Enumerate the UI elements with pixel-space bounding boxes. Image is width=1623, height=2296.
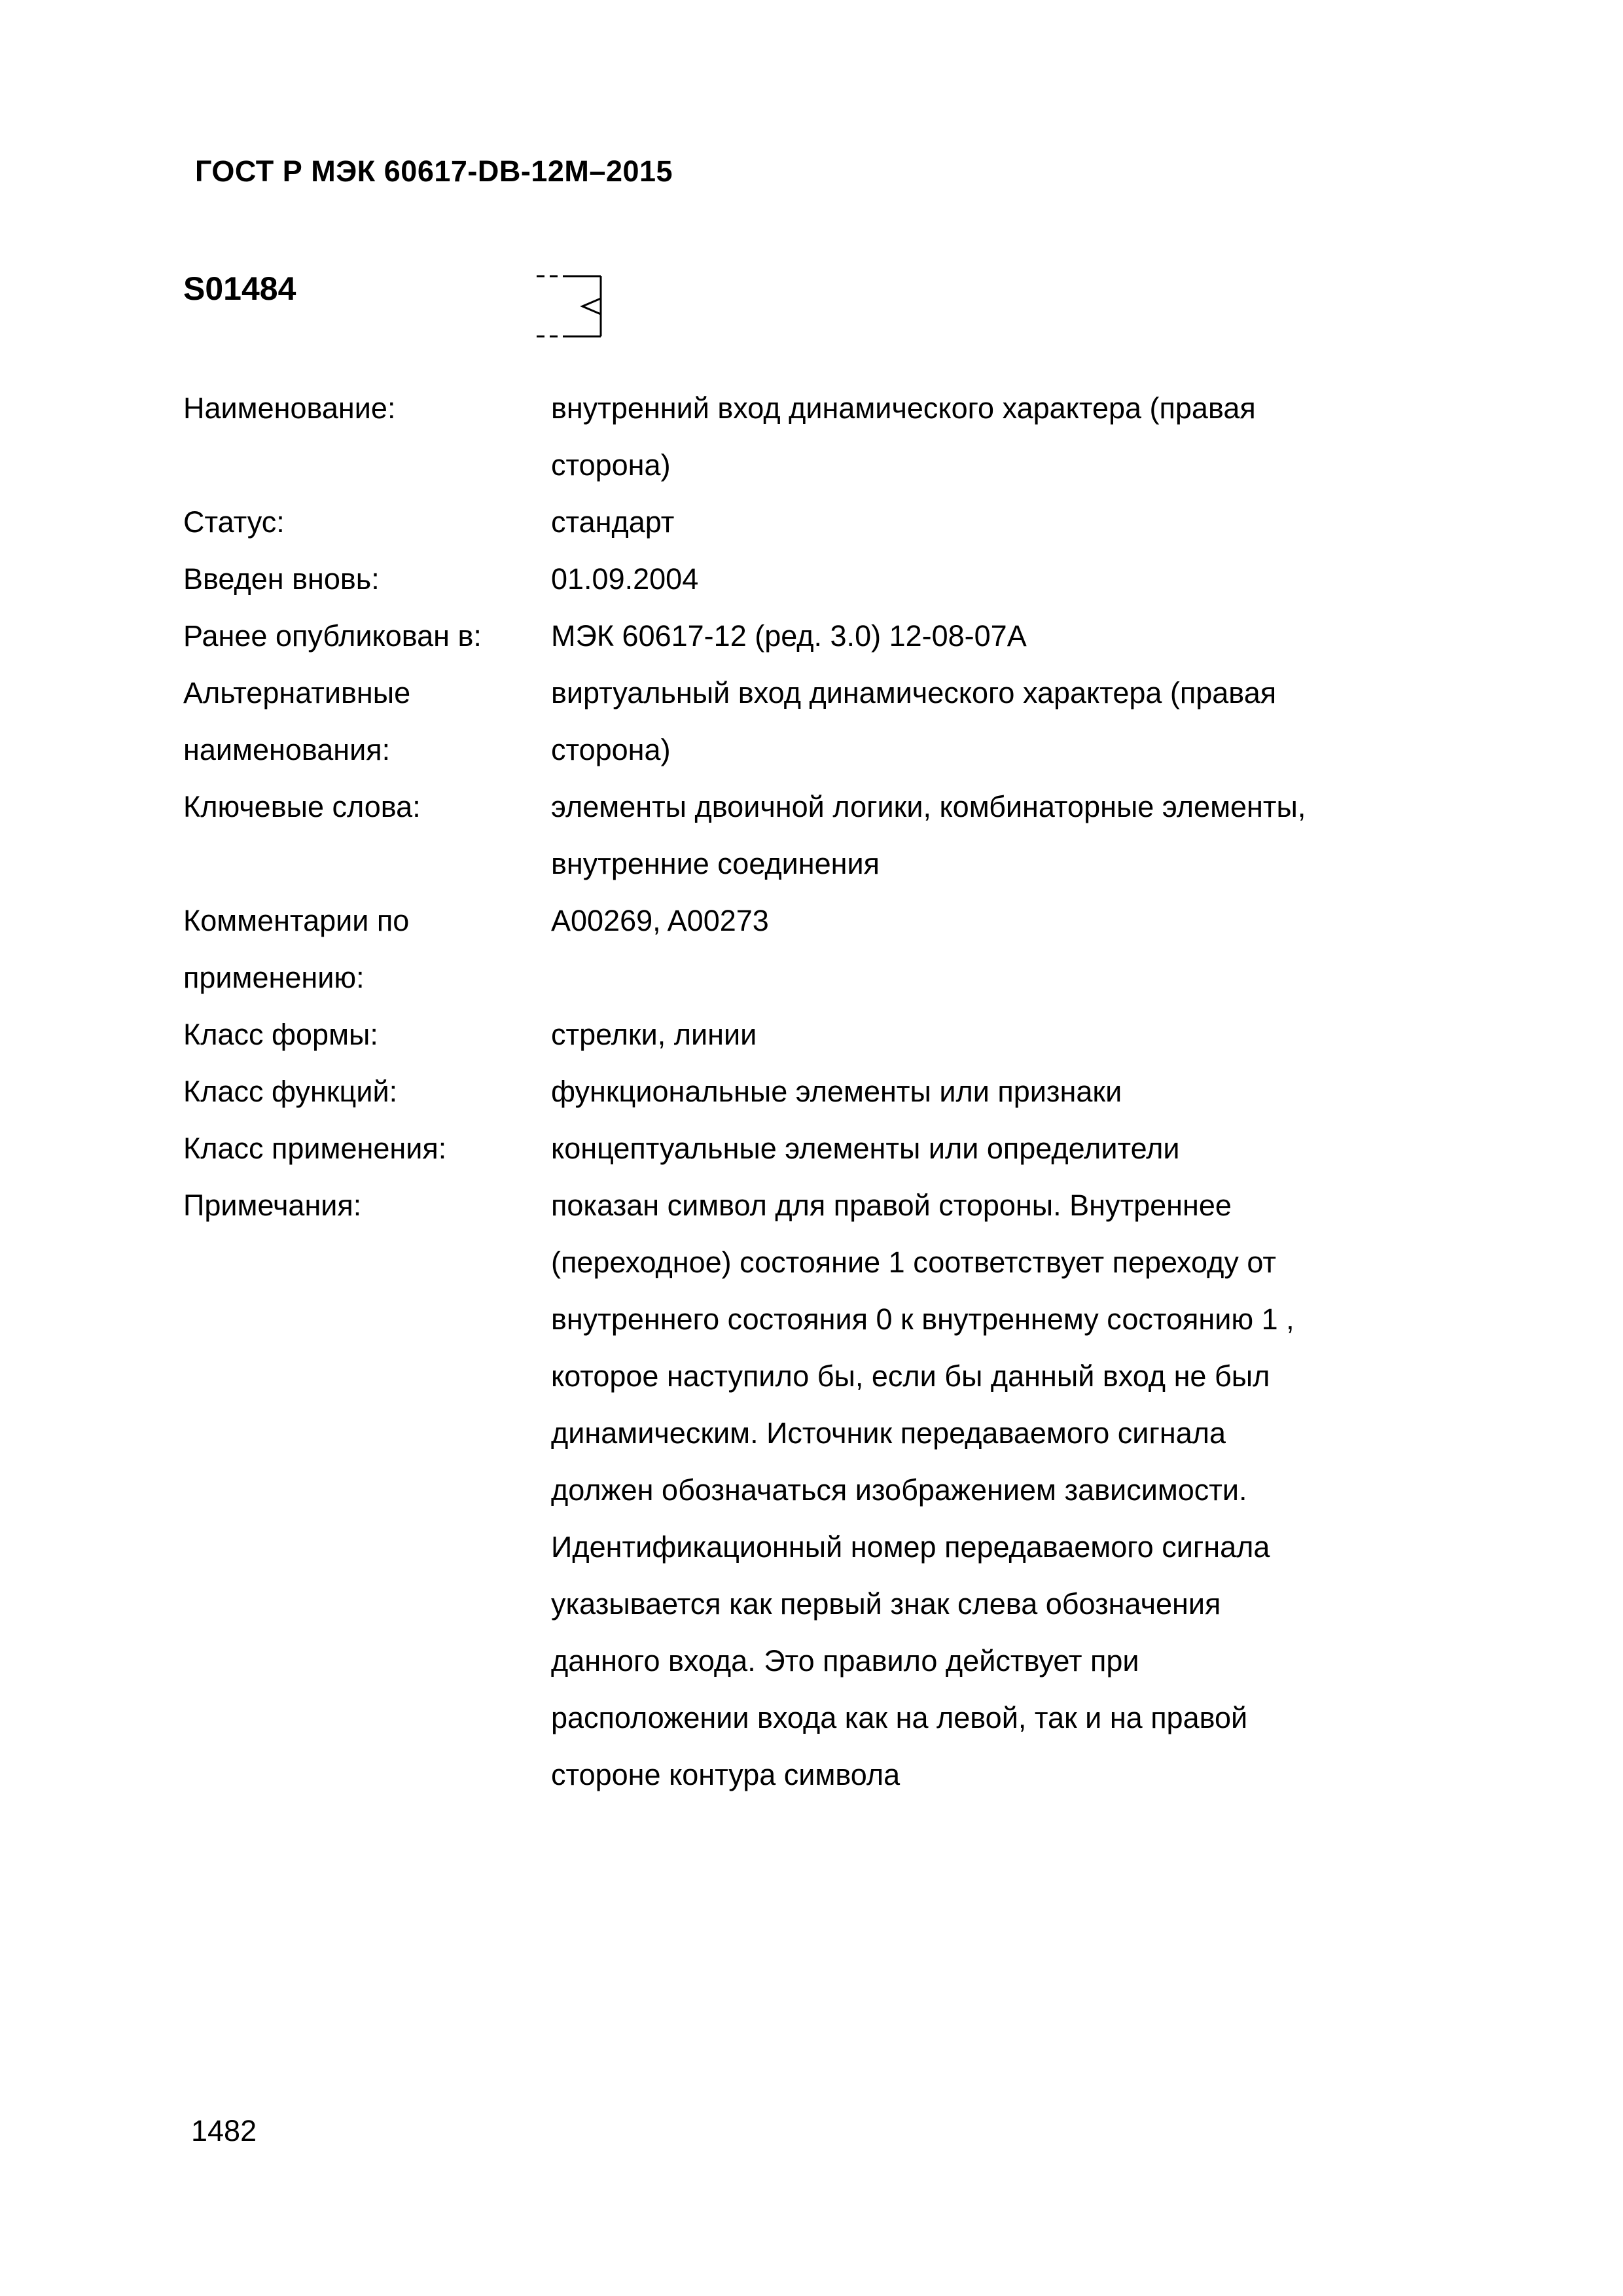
field-value <box>551 1120 1427 1177</box>
field-label <box>183 607 551 664</box>
field-label-line: Введен вновь: <box>183 562 380 596</box>
field-value <box>551 1063 1427 1120</box>
field-value <box>551 550 1427 607</box>
field-label-line: Комментарии по <box>183 904 410 937</box>
field-value-line: стрелки, линии <box>551 1018 757 1051</box>
field-value-line: указывается как первый знак слева обозначения <box>551 1587 1221 1621</box>
field-row <box>183 1063 1427 1120</box>
field-row <box>183 380 1427 493</box>
field-label-line: Ранее опубликован в: <box>183 619 482 653</box>
field-label-line: применению: <box>183 961 365 994</box>
field-value-line: внутренние соединения <box>551 847 880 880</box>
field-label-line: Примечания: <box>183 1189 362 1222</box>
field-label-line: Ключевые слова: <box>183 790 421 823</box>
document-header: ГОСТ Р МЭК 60617-DB-12М–2015 <box>195 154 673 188</box>
field-value-line: которое наступило бы, если бы данный вход не был <box>551 1359 1270 1393</box>
field-row <box>183 892 1427 1006</box>
field-value-line: МЭК 60617-12 (ред. 3.0) 12-08-07A <box>551 619 1027 653</box>
field-label-line: Наименование: <box>183 391 396 425</box>
field-label <box>183 493 551 550</box>
field-value-line: элементы двоичной логики, комбинаторные элементы, <box>551 790 1306 823</box>
field-label-line: Класс применения: <box>183 1132 447 1165</box>
field-value <box>551 1006 1427 1063</box>
field-label <box>183 1006 551 1063</box>
field-row <box>183 1120 1427 1177</box>
field-row <box>183 493 1427 550</box>
field-value-line: внутренний вход динамического характера (правая <box>551 391 1256 425</box>
field-value-line: 01.09.2004 <box>551 562 699 596</box>
field-label-line: наименования: <box>183 733 391 766</box>
field-value-line: сторона) <box>551 448 671 482</box>
field-label <box>183 778 551 892</box>
field-value <box>551 778 1427 892</box>
field-row <box>183 550 1427 607</box>
field-row <box>183 607 1427 664</box>
field-label <box>183 892 551 1006</box>
field-label-line: Статус: <box>183 505 285 539</box>
field-label-line: Альтернативные <box>183 676 411 709</box>
field-label-line: Класс функций: <box>183 1075 398 1108</box>
field-value-line: концептуальные элементы или определители <box>551 1132 1180 1165</box>
field-value-line: виртуальный вход динамического характера (правая <box>551 676 1277 709</box>
field-value <box>551 664 1427 778</box>
page-number: 1482 <box>191 2114 257 2147</box>
field-value-line: расположении входа как на левой, так и на правой <box>551 1701 1248 1734</box>
field-label <box>183 1120 551 1177</box>
field-value <box>551 380 1427 493</box>
field-value-line: стандарт <box>551 505 675 539</box>
field-row <box>183 778 1427 892</box>
field-label <box>183 1177 551 1803</box>
dynamic-input-symbol-icon <box>537 274 615 352</box>
field-label <box>183 380 551 493</box>
field-list <box>183 380 1427 1803</box>
field-label <box>183 1063 551 1120</box>
field-row <box>183 1177 1427 1803</box>
field-value-line: должен обозначаться изображением зависимости. <box>551 1473 1247 1507</box>
field-value-line: сторона) <box>551 733 671 766</box>
field-value-line: динамическим. Источник передаваемого сигнала <box>551 1416 1226 1450</box>
field-value-line: показан символ для правой стороны. Внутреннее <box>551 1189 1232 1222</box>
field-value-line: (переходное) состояние 1 соответствует переходу от <box>551 1246 1276 1279</box>
field-row <box>183 1006 1427 1063</box>
field-label <box>183 550 551 607</box>
symbol-id: S01484 <box>183 270 296 307</box>
field-value-line: A00269, A00273 <box>551 904 769 937</box>
field-value-line: стороне контура символа <box>551 1758 901 1791</box>
field-value <box>551 493 1427 550</box>
field-row <box>183 664 1427 778</box>
field-label <box>183 664 551 778</box>
field-value-line: функциональные элементы или признаки <box>551 1075 1122 1108</box>
field-value <box>551 892 1427 1006</box>
field-value-line: Идентификационный номер передаваемого сигнала <box>551 1530 1270 1564</box>
field-label-line: Класс формы: <box>183 1018 378 1051</box>
field-value-line: данного входа. Это правило действует при <box>551 1644 1139 1677</box>
field-value <box>551 607 1427 664</box>
field-value <box>551 1177 1427 1803</box>
field-value-line: внутреннего состояния 0 к внутреннему состоянию 1 , <box>551 1302 1294 1336</box>
